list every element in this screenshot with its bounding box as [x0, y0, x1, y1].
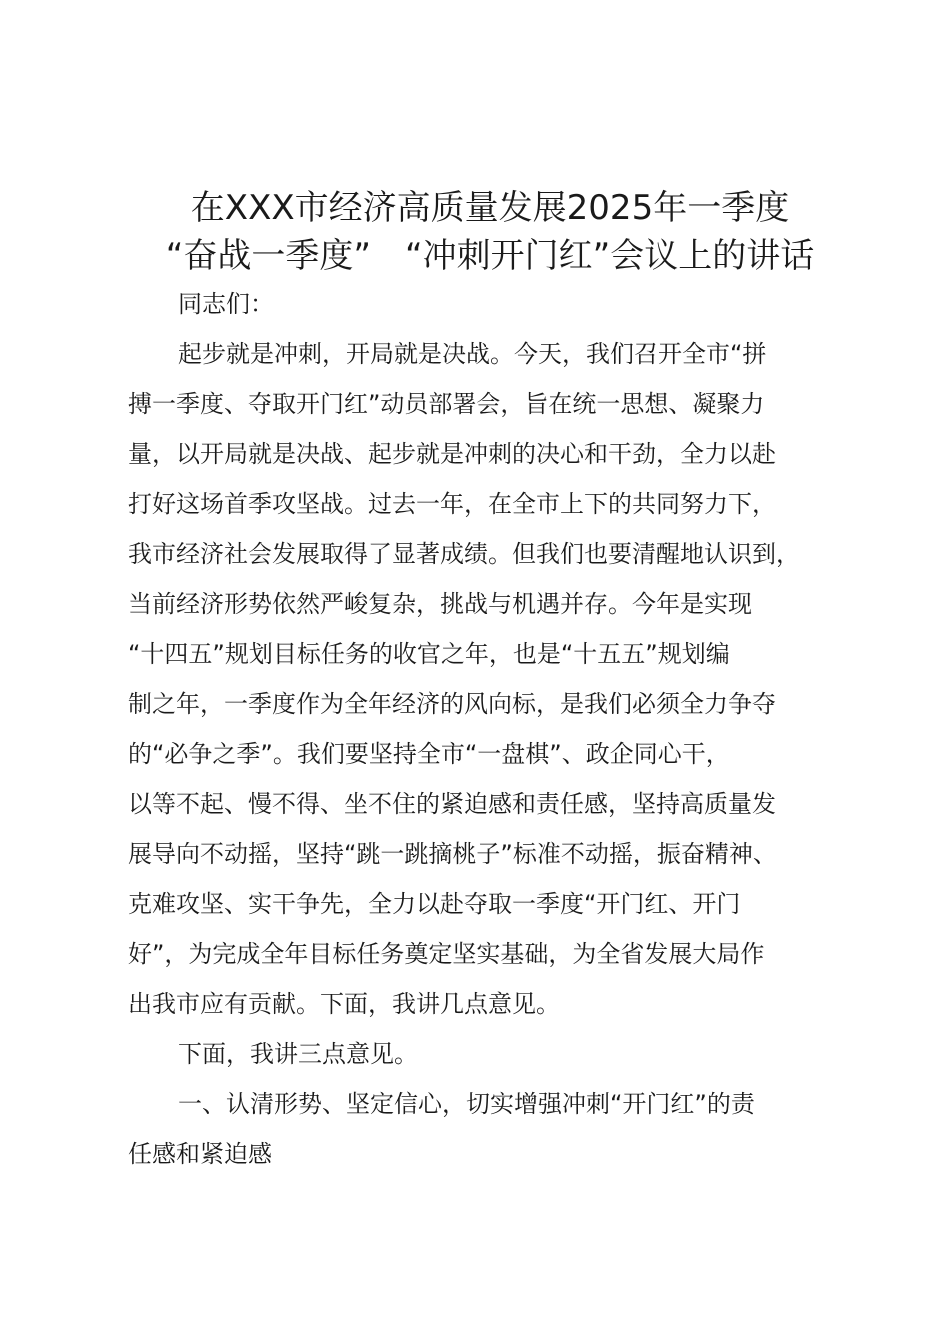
- paragraph-line: 以等不起、慢不得、坐不住的紧迫感和责任感，坚持高质量发: [128, 790, 776, 818]
- paragraph-line: 打好这场首季攻坚战。过去一年，在全市上下的共同努力下，: [128, 490, 776, 518]
- salutation: 同志们：: [178, 290, 274, 318]
- paragraph-line: 的“必争之季”。我们要坚持全市“一盘棋”、政企同心干，: [128, 740, 730, 768]
- paragraph-line: 当前经济形势依然严峻复杂，挑战与机遇并存。今年是实现: [128, 590, 752, 618]
- paragraph-2: 下面，我讲三点意见。: [178, 1040, 418, 1068]
- paragraph-line: 量，以开局就是决战、起步就是冲刺的决心和干劲，全力以赴: [128, 440, 776, 468]
- paragraph-line: 制之年，一季度作为全年经济的风向标，是我们必须全力争夺: [128, 690, 776, 718]
- paragraph-line: 起步就是冲刺，开局就是决战。今天，我们召开全市“拼: [178, 340, 767, 368]
- section-heading-line: 一、认清形势、坚定信心，切实增强冲刺“开门红”的责: [178, 1090, 755, 1118]
- paragraph-line: 好”，为完成全年目标任务奠定坚实基础，为全省发展大局作: [128, 940, 765, 968]
- title-line-2: “奋战一季度” “冲刺开门红”会议上的讲话: [165, 236, 815, 276]
- paragraph-line: 展导向不动摇，坚持“跳一跳摘桃子”标准不动摇，振奋精神、: [128, 840, 777, 868]
- paragraph-line: 克难攻坚、实干争先，全力以赴夺取一季度“开门红、开门: [128, 890, 741, 918]
- paragraph-line: 我市经济社会发展取得了显著成绩。但我们也要清醒地认识到，: [128, 540, 800, 568]
- paragraph-line: “十四五”规划目标任务的收官之年，也是“十五五”规划编: [128, 640, 730, 668]
- body-text: [128, 0, 868, 1344]
- paragraph-line: 搏一季度、夺取开门红”动员部署会，旨在统一思想、凝聚力: [128, 390, 765, 418]
- paragraph-line: 出我市应有贡献。下面，我讲几点意见。: [128, 990, 560, 1018]
- title-line-1: 在XXX市经济高质量发展2025年一季度: [190, 188, 790, 228]
- section-heading-line: 任感和紧迫感: [128, 1140, 272, 1168]
